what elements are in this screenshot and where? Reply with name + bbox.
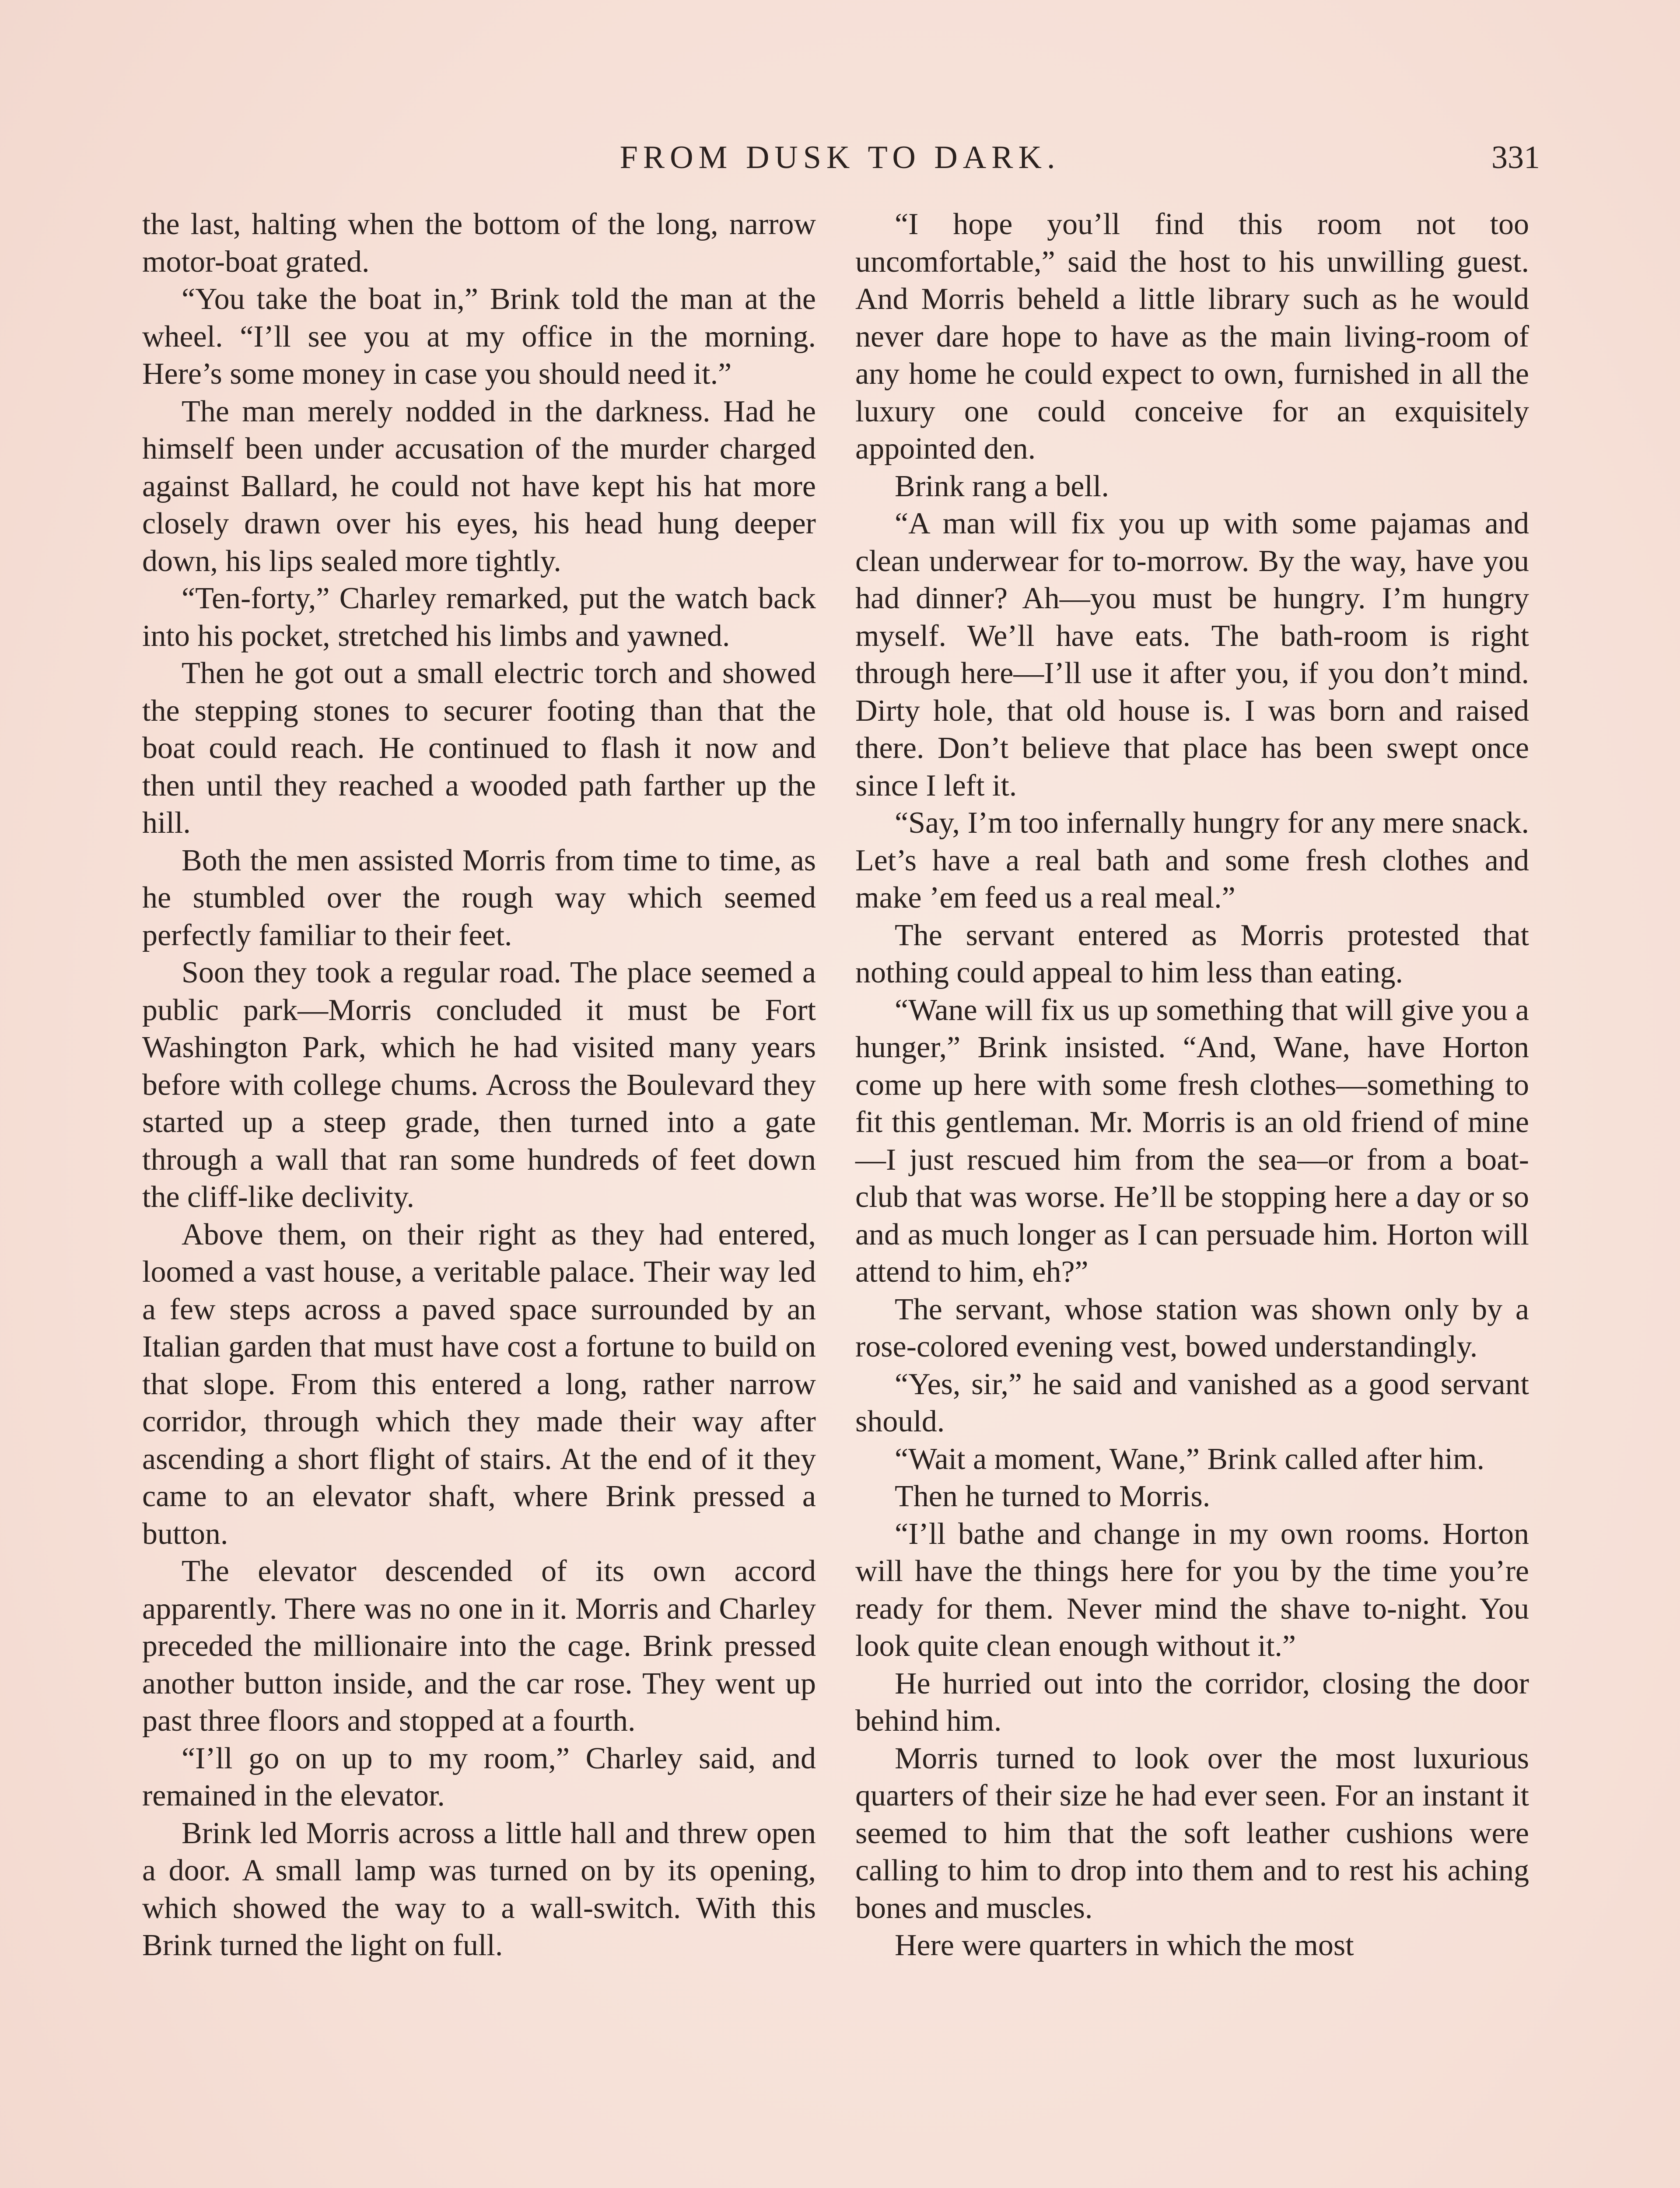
paragraph: Then he turned to Morris. [895, 1480, 1211, 1513]
paragraph: “I’ll bathe and change in my own rooms. Horton will have the things here for you by the time you’re ready for them. Never mind the shave to-night. You look quite clean enough without it.” [855, 1517, 1529, 1663]
paragraph: “Wait a moment, Wane,” Brink called after him. [895, 1442, 1485, 1476]
running-head [140, 131, 1540, 184]
right-column [855, 206, 1529, 1964]
paragraph: the last, halting when the bottom of the long, narrow motor-boat grated. [142, 207, 816, 279]
paragraph: “A man will fix you up with some pajamas and clean underwear for to-morrow. By the way, have you had dinner? Ah—you must be hungry. I’m hungry myself. We’ll have eats. The bath-room is right through here—I’ll use it after you, if you don’t mind. Dirty hole, that old house is. I was born and raised there. Don’t believe that place has been swept once since I left it. [855, 507, 1529, 803]
paragraph: Brink led Morris across a little hall and threw open a door. A small lamp was turned on by its opening, which showed the way to a wall-switch. With this Brink turned the light on full. [142, 1816, 816, 1962]
paragraph: “Yes, sir,” he said and vanished as a good servant should. [855, 1367, 1529, 1438]
paragraph: Soon they took a regular road. The place seemed a public park—Morris concluded it must be Fort Washington Park, which he had visited many years before with college chums. Across the Boulevard they started up a steep grade, then turned into a gate through a wall that ran some hundreds of feet down the cliff-like declivity. [142, 956, 816, 1214]
page-number: 331 [1491, 140, 1540, 175]
paragraph: Above them, on their right as they had entered, loomed a vast house, a veritable palace. Their way led a few steps across a paved space surrounded by an Italian garden that must have cost a fortune to build on that slope. From this entered a long, rather narrow corridor, through which they made their way after ascending a short flight of stairs. At the end of it they came to an elevator shaft, where Brink pressed a button. [142, 1217, 816, 1551]
paragraph: He hurried out into the corridor, closing the door behind him. [855, 1666, 1529, 1738]
paragraph: Here were quarters in which the most [895, 1929, 1354, 1962]
paragraph: “Say, I’m too infernally hungry for any mere snack. Let’s have a real bath and some fresh clothes and make ’em feed us a real meal.” [855, 806, 1529, 915]
paragraph: “Ten-forty,” Charley remarked, put the watch back into his pocket, stretched his limbs and yawned. [142, 582, 816, 653]
paragraph: Morris turned to look over the most luxurious quarters of their size he had ever seen. For an instant it seemed to him that the soft leather cushions were calling to him to drop into them and to rest his aching bones and muscles. [855, 1741, 1529, 1925]
paragraph: The man merely nodded in the darkness. Had he himself been under accusation of the murder charged against Ballard, he could not have kept his hat more closely drawn over his eyes, his head hung deeper down, his lips sealed more tightly. [142, 394, 816, 578]
left-column [142, 206, 816, 1964]
paragraph: The elevator descended of its own accord apparently. There was no one in it. Morris and Charley preceded the millionaire into the cage. Brink pressed another button inside, and the car rose. They went up past three floors and stopped at a fourth. [142, 1554, 816, 1738]
paragraph: “Wane will fix us up something that will give you a hunger,” Brink insisted. “And, Wane, have Horton come up here with some fresh clothes—something to fit this gentleman. Mr. Morris is an old friend of mine —I just rescued him from the sea—or from a boat-club that was worse. He’ll be stopping here a day or so and as much longer as I can persuade him. Horton will attend to him, eh?” [855, 993, 1529, 1289]
paragraph: The servant, whose station was shown only by a rose-colored evening vest, bowed understandingly. [855, 1292, 1529, 1364]
running-title: FROM DUSK TO DARK. [620, 140, 1060, 175]
paragraph: “I hope you’ll find this room not too uncomfortable,” said the host to his unwilling guest. And Morris beheld a little library such as he would never dare hope to have as the main living-room of any home he could expect to own, furnished in all the luxury one could conceive for an exquisitely appointed den. [855, 207, 1529, 466]
paragraph: “I’ll go on up to my room,” Charley said, and remained in the elevator. [142, 1741, 816, 1813]
paragraph: Both the men assisted Morris from time to time, as he stumbled over the rough way which seemed perfectly familiar to their feet. [142, 843, 816, 952]
paragraph: The servant entered as Morris protested that nothing could appeal to him less than eating. [855, 918, 1529, 989]
paragraph: Brink rang a bell. [895, 469, 1109, 503]
paragraph: Then he got out a small electric torch and showed the stepping stones to securer footing than that the boat could reach. He continued to flash it now and then until they reached a wooded path farther up the hill. [142, 656, 816, 840]
paragraph: “You take the boat in,” Brink told the man at the wheel. “I’ll see you at my office in the morning. Here’s some money in case you should need it.” [142, 282, 816, 391]
